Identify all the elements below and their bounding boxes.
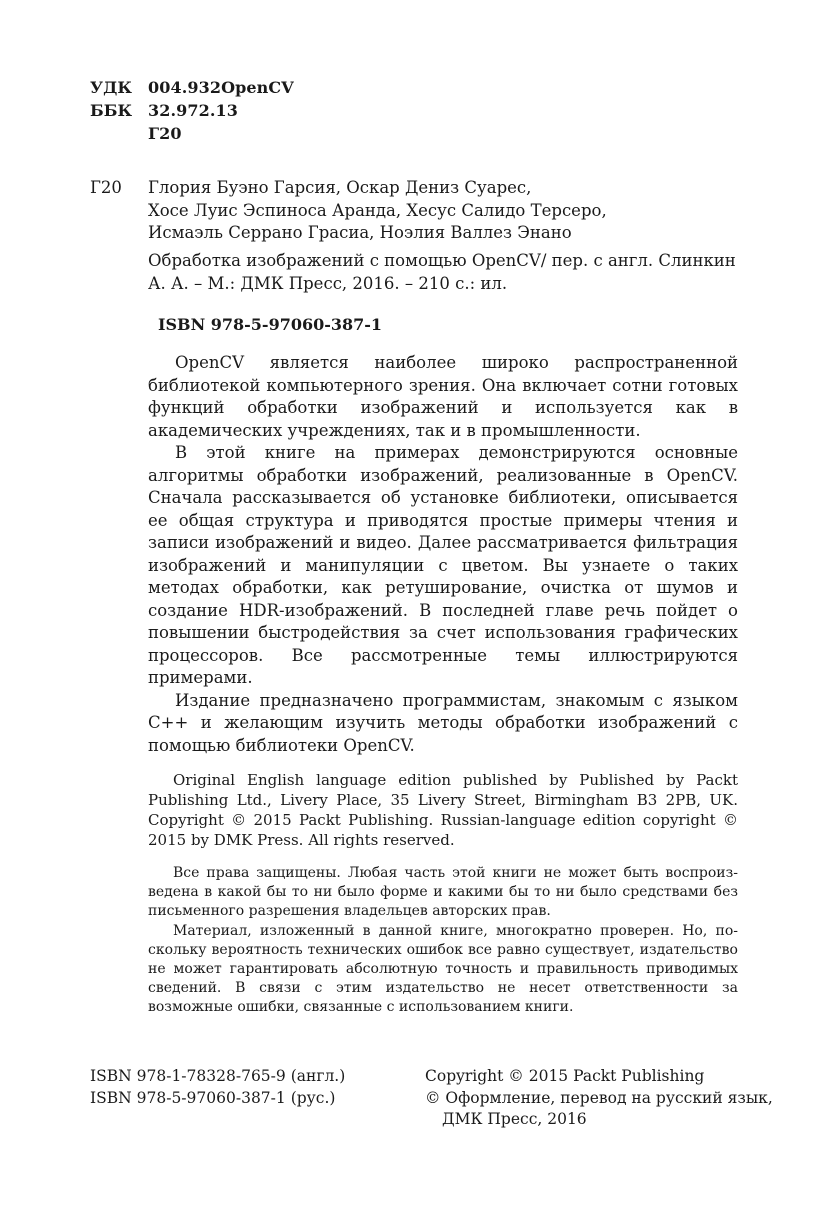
- isbn-line: ISBN 978-1-78328-765-9 (англ.): [90, 1067, 346, 1085]
- author-mark-row: [90, 124, 350, 146]
- udk-row: [90, 78, 350, 100]
- bbk-row: [90, 101, 350, 123]
- author-line: Хосе Луис Эспиноса Аранда, Хесус Салидо Терсеро,: [148, 200, 607, 220]
- rights-paragraph: Материал, изложенный в данной книге, многократно проверен. Но, поскольку вероятность технических ошибок все равно существует, издательство не может гарантировать абсолютную точность и правильность приводимых сведений. В связи с этим издательство не несет ответственности за возможные ошибки, связанные с использованием книги.: [148, 922, 738, 1016]
- bib-authors: [148, 177, 748, 245]
- copyright-line: Copyright © 2015 Packt Publishing: [425, 1067, 705, 1085]
- classification-author-mark: Г20: [148, 124, 182, 143]
- author-line: Исмаэль Серрано Грасиа, Ноэлия Валлез Энано: [148, 223, 572, 242]
- bib-author-mark: Г20: [90, 178, 122, 197]
- udk-value: 004.932OpenCV: [148, 78, 294, 97]
- title-line: А. А. – М.: ДМК Пресс, 2016. – 210 с.: ил.: [148, 273, 508, 293]
- udk-label: УДК: [90, 78, 133, 97]
- author-line: Глория Буэно Гарсия, Оскар Дениз Суарес,: [148, 178, 532, 197]
- abstract-paragraph: В этой книге на примерах демонстрируются основные алгоритмы обработки изображений, реализованные в OpenCV. Сначала рассказывается об установке библиотеки, описывается ее общая структура и приводятся простые примеры чтения и записи изображений и видео. Далее рассматривается фильтрация изображений и манипуляции с цветом. Вы узнаете о таких методах обработки, как ретуширование, очистка от шумов и создание HDR-изображений. В последней главе речь пойдет о повышении быстродействия за счет использования графических процессоров. Все рассмотренные темы иллюстрируются примерами.: [148, 443, 738, 687]
- isbn-line: ISBN 978-5-97060-387-1 (рус.): [90, 1088, 336, 1107]
- main-isbn: ISBN 978-5-97060-387-1: [158, 315, 383, 334]
- copyright-line: ДМК Пресс, 2016: [442, 1110, 587, 1128]
- footer-isbn-list: [90, 1066, 345, 1109]
- rights-paragraph: Все права защищены. Любая часть этой книги не может быть воспроизведена в какой бы то ни было форме и какими бы то ни было средствами без письменного разрешения владельцев авторских прав.: [148, 865, 738, 920]
- bbk-value: 32.972.13: [148, 101, 238, 120]
- bbk-label: ББК: [90, 101, 133, 120]
- abstract-paragraph: OpenCV является наиболее широко распространенной библиотекой компьютерного зрения. Она включает сотни готовых функций обработки изображений и используется как в академических учреждениях, так и в промышленности.: [148, 353, 738, 440]
- copyright-line: © Оформление, перевод на русский язык,: [425, 1088, 773, 1107]
- abstract-paragraph: Издание предназначено программистам, знакомым с языком C++ и желающим изучить методы обработки изображений с помощью библиотеки OpenCV.: [148, 690, 738, 755]
- classification-block: [90, 78, 350, 148]
- abstract: [148, 352, 738, 757]
- rights-notice: [148, 864, 738, 1018]
- title-line: Обработка изображений с помощью OpenCV/ пер. с англ. Слинкин: [148, 251, 736, 270]
- english-copyright-notice: Original English language edition published by Published by Packt Publishing Ltd., Livery Place, 35 Livery Street, Birmingham B3 2PB, UK. Copyright © 2015 Packt Publishing. Russian-language edition copyright © 2015 by DMK Press. All rights reserved.: [148, 771, 738, 849]
- bib-title: [148, 250, 748, 295]
- footer-copyright: [425, 1066, 773, 1131]
